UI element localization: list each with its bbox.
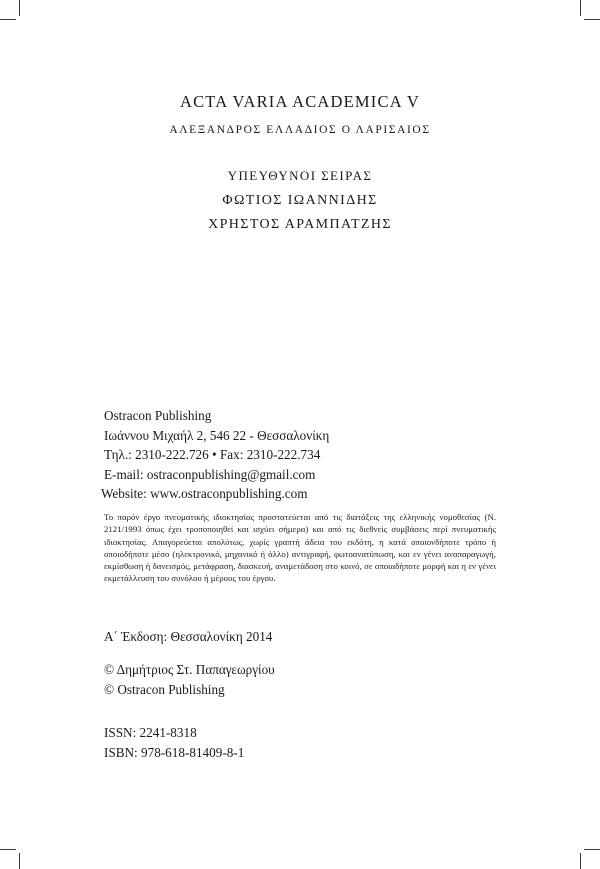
- series-editors-heading: ΥΠΕΥΘΥΝΟΙ ΣΕΙΡΑΣ: [227, 168, 373, 183]
- crop-mark-bottom-left: [0, 849, 16, 850]
- crop-mark-bottom-right: [580, 853, 581, 869]
- issn: ISSN: 2241-8318: [104, 725, 197, 740]
- crop-mark-top-left: [19, 0, 20, 16]
- publisher-phone-fax: Τηλ.: 2310-222.726 • Fax: 2310-222.734: [104, 447, 321, 463]
- crop-mark-top-right: [580, 0, 581, 16]
- publisher-email: E-mail: ostraconpublishing@gmail.com: [104, 466, 316, 482]
- isbn: ISBN: 978-618-81409-8-1: [104, 744, 245, 760]
- crop-mark-top-left: [0, 19, 16, 20]
- edition-line: Α΄ Έκδοση: Θεσσαλονίκη 2014: [104, 629, 273, 644]
- series-title: ACTA VARIA ACADEMICA V: [179, 92, 421, 111]
- publisher-info: [101, 406, 330, 504]
- crop-mark-bottom-right: [584, 849, 600, 850]
- publisher-address: Ιωάννου Μιχαήλ 2, 546 22 - Θεσσαλονίκη: [104, 427, 330, 443]
- crop-mark-bottom-left: [19, 853, 20, 869]
- copyright-holders: [104, 660, 275, 699]
- copyright-holder: © Ostracon Publishing: [104, 681, 225, 697]
- publisher-website: Website: www.ostraconpublishing.com: [101, 486, 308, 502]
- crop-mark-top-right: [584, 19, 600, 20]
- series-editor-name: ΦΩΤΙΟΣ ΙΩΑΝΝΙΔΗΣ: [222, 193, 378, 208]
- identifiers: [104, 723, 244, 762]
- series-editor-name: ΧΡΗΣΤΟΣ ΑΡΑΜΠΑΤΖΗΣ: [208, 217, 392, 232]
- copyright-notice: Το παρόν έργο πνευματικής ιδιοκτησίας προστατεύεται από τις διατάξεις της ελληνικής νομοθεσίας (Ν. 2121/1993 όπως έχει τροποποιηθεί και ισχύει σήμερα) και από τις διεθνείς συμβάσεις περί πνευματικής ιδιοκτησίας. Απαγορεύεται απολύτως, χωρίς γραπτή άδεια του εκδότη, η κατά οποιονδήποτε τρόπο ή οποιοδήποτε μέσο (ηλεκτρονικό, μηχανικό ή άλλο) αντιγραφή, φωτοανατύπωση, και εν γένει αναπαραγωγή, εκμίσθωση ή δανεισμός, μετάφραση, διασκευή, αναμετάδοση στο κοινό, σε οποιαδήποτε μορφή και η εν γένει εκμετάλλευση του συνόλου ή μέρους του έργου.: [104, 512, 496, 584]
- book-author-title: ΑΛΕΞΑΝΔΡΟΣ ΕΛΛΑΔΙΟΣ Ο ΛΑΡΙΣΑΙΟΣ: [169, 124, 431, 136]
- publisher-name: Ostracon Publishing: [104, 408, 212, 423]
- copyright-holder: © Δημήτριος Στ. Παπαγεωργίου: [104, 662, 275, 677]
